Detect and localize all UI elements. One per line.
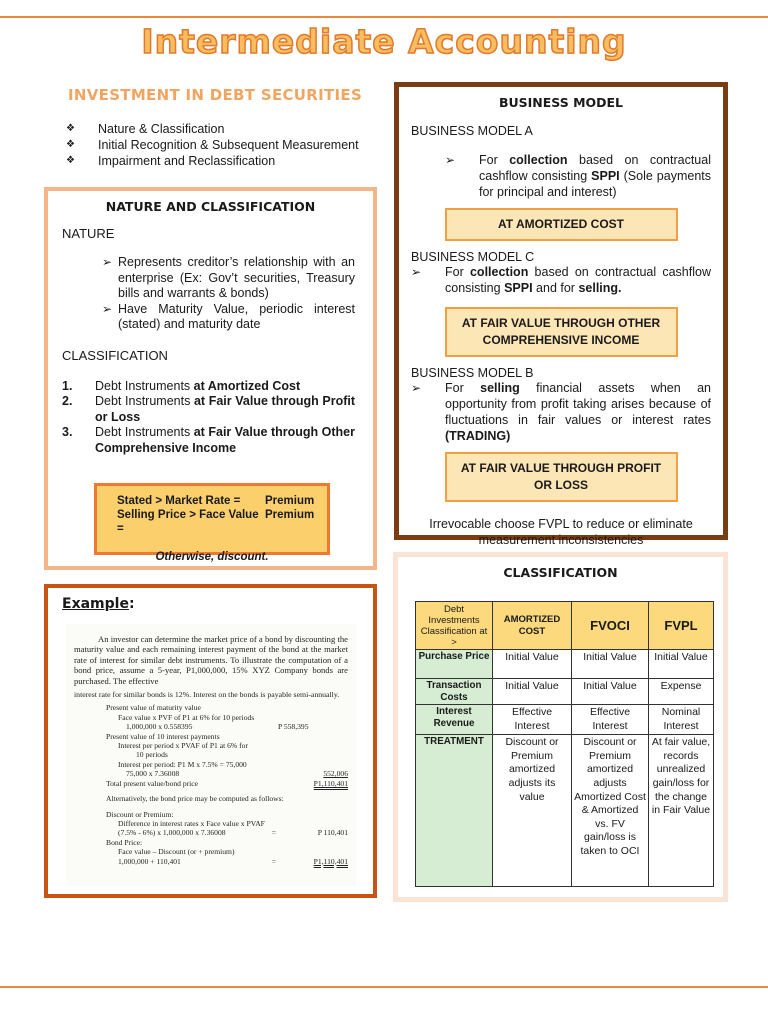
text-segment: based on contractual cashflow consisting [479, 153, 711, 183]
example-line: Discount or Premium: [106, 809, 174, 819]
irrevocable-note: Irrevocable choose FVPL to reduce or eliminate measurement inconsistencies [429, 517, 693, 547]
example-amount: P1,110,401 [313, 778, 348, 788]
arrow-bullet-icon: ➢ [102, 301, 113, 316]
item-prefix: Debt Instruments [95, 425, 194, 439]
section-subtitle: INVESTMENT IN DEBT SECURITIES [68, 86, 363, 104]
premium-rule-right: Premium [265, 509, 315, 521]
example-line: Present value of 10 interest payments [106, 731, 220, 741]
arrow-bullet-icon: ➢ [411, 381, 422, 395]
row-label: TREATMENT [416, 735, 493, 887]
example-paragraph: An investor can determine the market price of a bond by discounting the maturity value and each remaining interest payment of the bond at the market rate of interest for similar debt instruments. To illustrate the computation of a bond price, assume a 5-year, P1,000,000, 15% XYZ Company bonds are purchased. The effective [74, 634, 348, 686]
diamond-bullet-icon: ❖ [66, 155, 75, 166]
diamond-bullet-icon: ❖ [66, 139, 75, 150]
classification-heading: CLASSIFICATION [62, 347, 168, 363]
text-bold: collection [509, 153, 568, 167]
text-segment: and for [532, 281, 579, 295]
example-line: Bond Price: [106, 837, 143, 847]
example-amount: P 110,401 [317, 828, 348, 838]
example-line: 1,000,000 x 0.558395 [126, 722, 193, 732]
example-line: Face value x PVF of P1 at 6% for 10 periods [118, 712, 255, 722]
text-segment: For [445, 265, 470, 279]
example-box [44, 584, 377, 898]
model-b-heading: BUSINESS MODEL B [411, 366, 534, 380]
topic-label: Nature & Classification [98, 122, 225, 136]
otherwise-note: Otherwise, discount. [155, 551, 269, 563]
table-cell: At fair value, records unrealized gain/loss for the change in Fair Value [649, 735, 714, 887]
text-segment: For [445, 381, 481, 395]
text-bold: SPPI [591, 169, 620, 183]
example-line: Present value of maturity value [106, 703, 201, 713]
premium-rule-right: Premium [265, 495, 315, 507]
nature-heading: NATURE [62, 226, 115, 241]
column-header-fvpl: FVPL [649, 602, 714, 650]
text-bold: selling [480, 381, 520, 395]
classification-item [62, 425, 359, 456]
text-segment: financial assets when an opportunity from profit taking arises because of fluctuations in fair values or interest rates [445, 381, 711, 427]
table-cell: Nominal Interest [649, 705, 714, 735]
page-title: Intermediate Accounting [141, 22, 627, 61]
column-header-amortized: AMORTIZED COST [493, 602, 572, 650]
example-line: (7.5% - 6%) x 1,000,000 x 7.36008 [118, 828, 226, 838]
table-row [416, 735, 714, 887]
table-cell: Effective Interest [572, 705, 649, 735]
top-rule [0, 16, 768, 18]
example-scanned-text [66, 624, 356, 886]
example-line: 1,000,000 + 110,401 [118, 856, 181, 866]
topic-item [66, 153, 359, 169]
item-bold: at Amortized Cost [193, 378, 301, 393]
arrow-bullet-icon: ➢ [445, 153, 456, 167]
item-number: 1. [62, 378, 73, 393]
nature-point-text: Have Maturity Value, periodic interest (stated) and maturity date [118, 301, 355, 331]
text-bold: selling. [578, 281, 622, 295]
example-line: 75,000 x 7.36008 [126, 769, 180, 779]
table-header-row [416, 602, 714, 650]
classification-title: CLASSIFICATION [503, 565, 618, 580]
example-line: Interest per period: P1 M x 7.5% = 75,000 [118, 759, 247, 769]
table-cell: Expense [649, 679, 714, 705]
text-segment: (Sole payments for principal and interest) [479, 169, 711, 199]
example-paragraph: interest rate for similar bonds is 12%. Interest on the bonds is payable semi-annually. [74, 690, 340, 700]
example-amount: 552,006 [323, 769, 348, 779]
classification-item [62, 379, 359, 395]
model-b-bullet [411, 380, 711, 444]
model-c-bullet [411, 264, 711, 296]
measurement-amortized-cost: AT AMORTIZED COST [445, 208, 678, 241]
diamond-bullet-icon: ❖ [66, 123, 75, 134]
topic-item [66, 121, 359, 137]
example-line: Difference in interest rates x Face value x PVAF [118, 818, 265, 828]
arrow-bullet-icon: ➢ [102, 255, 113, 269]
table-cell: Initial Value [493, 650, 572, 679]
topic-label: Initial Recognition & Subsequent Measurement [98, 138, 359, 152]
example-line: Interest per period x PVAF of P1 at 6% for [118, 741, 248, 751]
item-prefix: Debt Instruments [95, 394, 194, 408]
model-c-heading: BUSINESS MODEL C [411, 250, 535, 264]
item-number: 2. [62, 394, 73, 408]
row-label: Purchase Price [416, 650, 493, 679]
example-amount: P1,110,401 [313, 856, 348, 866]
topic-list [66, 121, 359, 169]
nature-point [62, 255, 359, 302]
text-segment: For [479, 153, 510, 167]
row-label: Interest Revenue [416, 705, 493, 735]
premium-rule-left: Selling Price > Face Value = [117, 509, 259, 535]
nature-point [62, 302, 359, 333]
business-model-box [394, 82, 728, 547]
text-bold: (TRADING) [445, 429, 511, 443]
example-line: = [271, 856, 276, 866]
table-cell: Effective Interest [493, 705, 572, 735]
item-bold: at Fair Value through Other Comprehensive Income [95, 425, 356, 455]
premium-rule-box [94, 483, 330, 563]
item-number: 3. [62, 425, 73, 439]
table-row [416, 650, 714, 679]
text-bold: SPPI [504, 281, 533, 295]
example-line: 10 periods [136, 750, 168, 760]
table-corner-header: Debt Investments Classification at > [416, 602, 493, 650]
classification-table [415, 601, 714, 887]
table-cell: Initial Value [572, 650, 649, 679]
example-title [62, 596, 359, 612]
business-model-title: BUSINESS MODEL [498, 95, 624, 110]
text-segment: based on contractual cashflow consisting [445, 265, 711, 295]
text-bold: collection [469, 265, 529, 279]
table-cell: Initial Value [649, 650, 714, 679]
example-line: Face value – Discount (or + premium) [118, 847, 235, 857]
nature-point-text: Represents creditor’s relationship with an enterprise (Ex: Gov’t securities, Treasury bills and warrants & bonds) [118, 255, 355, 300]
example-line: Total present value/bond price [106, 778, 199, 788]
model-a-heading: BUSINESS MODEL A [411, 124, 533, 138]
column-header-fvoci: FVOCI [572, 602, 649, 650]
nature-box-title: NATURE AND CLASSIFICATION [105, 199, 316, 214]
example-title-text: Example [62, 596, 129, 612]
example-line: = [271, 828, 276, 838]
row-label: Transaction Costs [416, 679, 493, 705]
table-row [416, 679, 714, 705]
topic-item [66, 137, 359, 153]
table-cell: Discount or Premium amortized adjusts its value [493, 735, 572, 887]
table-cell: Discount or Premium amortized adjusts Amortized Cost & Amortized vs. FV gain/loss is taken to OCI [572, 735, 649, 887]
measurement-fvoci: AT FAIR VALUE THROUGH OTHER COMPREHENSIVE INCOME [445, 307, 678, 357]
item-prefix: Debt Instruments [95, 378, 194, 393]
example-amount: P 558,395 [278, 722, 309, 732]
example-title-colon: : [128, 596, 135, 612]
nature-classification-box [44, 187, 377, 570]
table-cell: Initial Value [493, 679, 572, 705]
classification-item [62, 394, 359, 425]
item-bold: at Fair Value through Profit or Loss [95, 394, 356, 424]
bottom-rule [0, 986, 768, 988]
model-a-bullet [411, 152, 711, 200]
table-row [416, 705, 714, 735]
arrow-bullet-icon: ➢ [411, 265, 422, 279]
premium-rule-left: Stated > Market Rate = [117, 495, 241, 507]
table-cell: Initial Value [572, 679, 649, 705]
topic-label: Impairment and Reclassification [98, 154, 276, 168]
classification-box [393, 552, 728, 902]
example-line: Alternatively, the bond price may be computed as follows: [106, 794, 284, 804]
measurement-fvpl: AT FAIR VALUE THROUGH PROFIT OR LOSS [445, 452, 678, 502]
